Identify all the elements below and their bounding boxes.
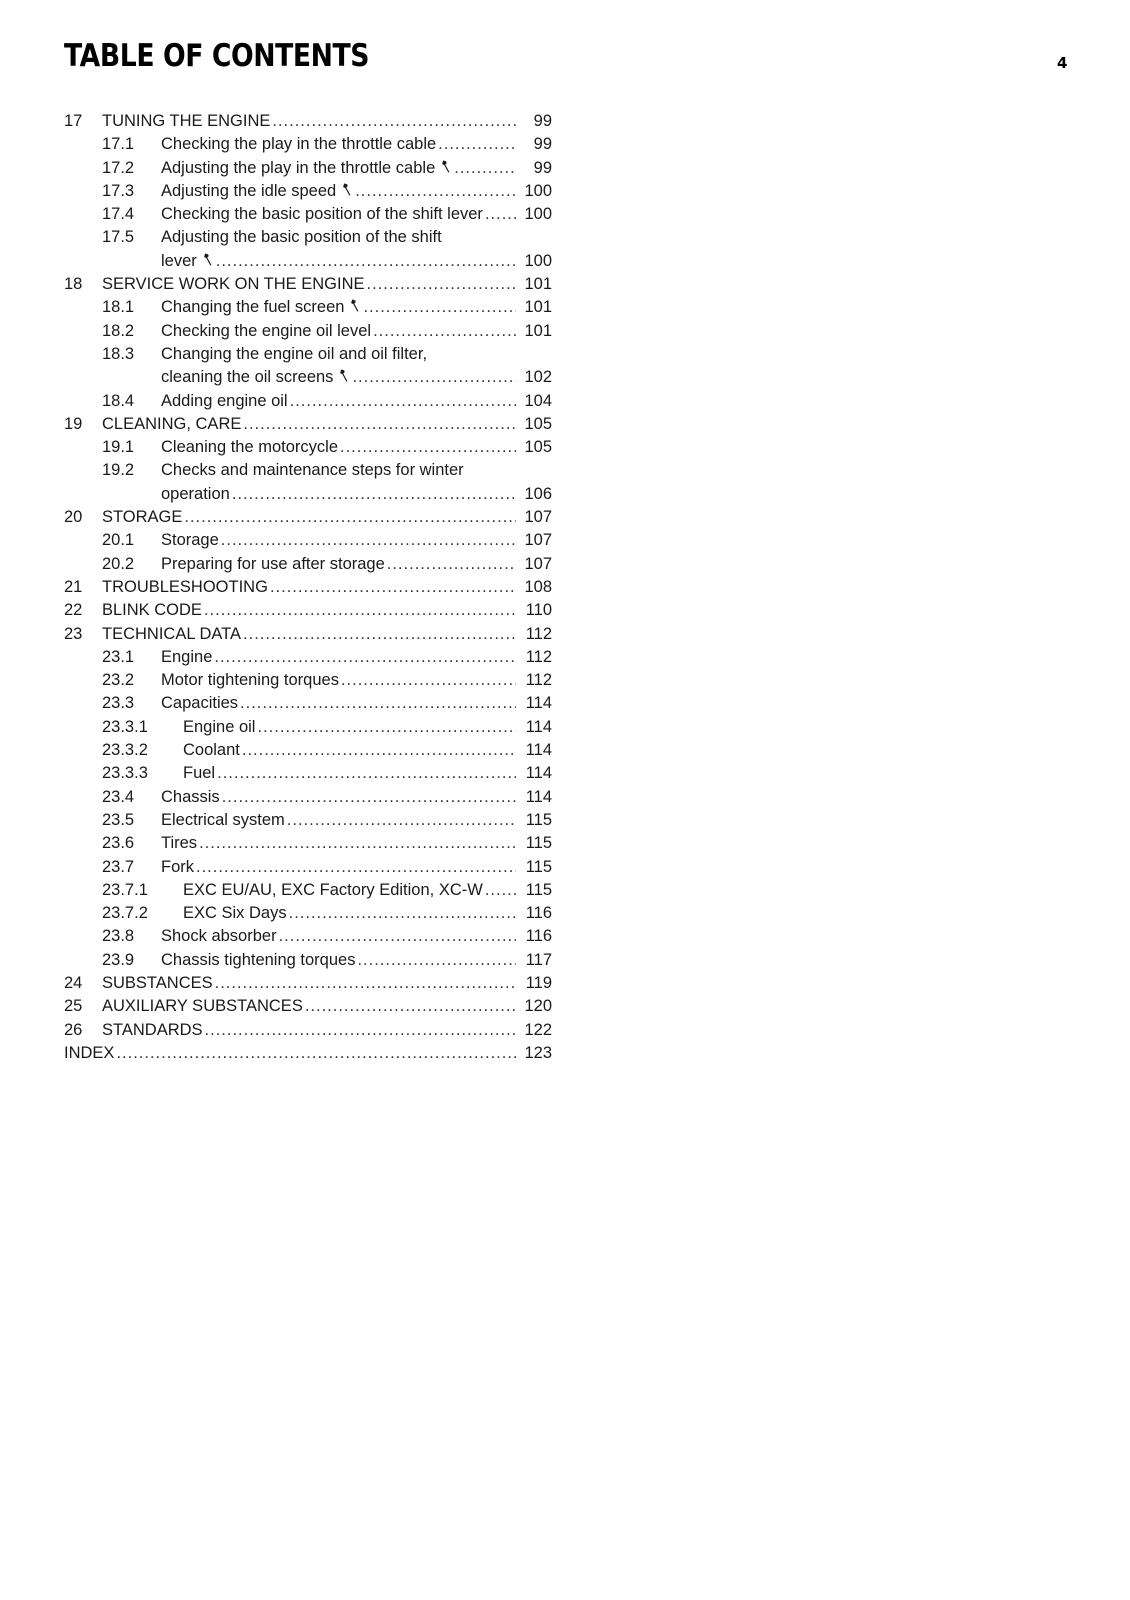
dot-leader [305, 995, 516, 1018]
toc-entry-number: 20 [64, 508, 83, 527]
toc-entry-label: operation [161, 484, 230, 503]
toc-entry-label: Adding engine oil [161, 391, 288, 410]
toc-entry-number: 23.9 [102, 950, 135, 969]
toc-entry[interactable] [64, 296, 552, 319]
toc-entry[interactable] [64, 1019, 552, 1042]
dot-leader [363, 296, 516, 319]
toc-entry-label: Cleaning the motorcycle [161, 438, 339, 457]
toc-entry-page: 110 [525, 601, 552, 620]
toc-entry[interactable] [64, 646, 552, 669]
page-title: TABLE OF CONTENTS [64, 38, 370, 74]
toc-entry-number: 23.3 [102, 694, 135, 713]
toc-entry[interactable] [64, 925, 552, 948]
toc-entry[interactable] [64, 157, 552, 180]
toc-entry-label: EXC EU/AU, EXC Factory Edition, XC-W [183, 880, 483, 899]
toc-entry[interactable] [64, 716, 552, 739]
toc-entry-label-line1: Changing the engine oil and oil filter, [161, 344, 428, 363]
toc-entry-number: 23.6 [102, 834, 135, 853]
toc-entry-number: 20.1 [102, 531, 135, 550]
toc-entry[interactable] [64, 180, 552, 203]
toc-entry-page: 120 [524, 997, 552, 1016]
toc-entry-label: Checking the engine oil level [161, 321, 372, 340]
toc-entry-page: 112 [525, 671, 552, 690]
dot-leader [387, 553, 516, 576]
toc-entry[interactable] [64, 553, 552, 576]
toc-entry-label: Coolant [183, 741, 240, 760]
toc-entry-number: 23.4 [102, 787, 135, 806]
toc-entry[interactable] [64, 995, 552, 1018]
dot-leader [199, 832, 516, 855]
toc-entry-label: Fuel [183, 764, 216, 783]
toc-entry-label: Checking the play in the throttle cable [161, 135, 437, 154]
toc-entry-page: 112 [525, 647, 552, 666]
toc-entry[interactable] [64, 576, 552, 599]
toc-entry[interactable] [64, 949, 552, 972]
toc-entry[interactable] [64, 599, 552, 622]
toc-entry-number: 18 [64, 275, 83, 294]
toc-entry-page: 112 [525, 624, 552, 643]
dot-leader [367, 273, 516, 296]
toc-entry-label: Checking the basic position of the shift lever [161, 205, 483, 224]
toc-entry-number: 17.3 [102, 181, 135, 200]
toc-entry-number: 23.3.3 [102, 764, 148, 783]
toc-entry[interactable] [64, 273, 552, 296]
toc-entry-number: 23.1 [102, 647, 135, 666]
toc-entry-number: 25 [64, 997, 83, 1016]
toc-entry-page: 116 [525, 927, 552, 946]
toc-entry-label: Chassis [161, 787, 220, 806]
toc-entry-label: Motor tightening torques [161, 671, 339, 690]
toc-entry-page: 115 [525, 857, 552, 876]
dot-leader [243, 623, 516, 646]
toc-entry-number: 23.8 [102, 927, 135, 946]
toc-entry-number: 23.7.1 [102, 880, 148, 899]
dot-leader [221, 529, 516, 552]
toc-entry-label: TUNING THE ENGINE [102, 112, 271, 130]
toc-entry-page: 123 [524, 1043, 552, 1062]
toc-entry-number: 23.5 [102, 810, 135, 829]
dot-leader [287, 809, 516, 832]
toc-entry-page: 107 [524, 531, 552, 550]
toc-entry-page: 114 [525, 741, 552, 760]
toc-entry-label: cleaning the oil screens [161, 368, 334, 387]
dot-leader [289, 902, 516, 925]
toc-entry-page: 105 [524, 438, 552, 457]
toc-entry-number: 18.2 [102, 321, 135, 340]
toc-entry-page: 122 [524, 1020, 552, 1039]
dot-leader [438, 133, 516, 156]
toc-entry-label-line1: Checks and maintenance steps for winter [161, 461, 464, 480]
dot-leader [272, 110, 516, 133]
dot-leader [205, 1019, 516, 1042]
toc-entry[interactable] [64, 320, 552, 343]
toc-entry[interactable] [64, 832, 552, 855]
toc-entry[interactable] [64, 413, 552, 436]
toc-entry[interactable] [64, 739, 552, 762]
dot-leader [232, 483, 516, 506]
toc-entry-label: Capacities [161, 694, 239, 713]
toc-entry-page: 105 [524, 414, 552, 433]
toc-entry-label: STANDARDS [102, 1020, 203, 1039]
dot-leader [204, 599, 516, 622]
toc-entry-label: STORAGE [102, 508, 183, 527]
toc-entry-page: 102 [524, 368, 552, 387]
toc-entry[interactable] [64, 529, 552, 552]
dot-leader [184, 506, 516, 529]
toc-entry-page: 100 [524, 181, 552, 200]
toc-entry[interactable] [64, 856, 552, 879]
toc-entry-page: 115 [525, 810, 552, 829]
toc-entry-label: Preparing for use after storage [161, 554, 385, 573]
toc-entry-page: 104 [524, 391, 552, 410]
dot-leader [290, 390, 516, 413]
dot-leader [242, 739, 516, 762]
toc-entry-number: 19 [64, 414, 83, 433]
toc-entry-label-line1: Adjusting the basic position of the shift [161, 228, 442, 247]
wrench-icon [197, 248, 217, 274]
toc-entry[interactable] [64, 809, 552, 832]
toc-entry-number: 23.3.2 [102, 741, 148, 760]
wrench-icon [337, 178, 357, 204]
toc-entry[interactable] [64, 343, 552, 390]
dot-leader [485, 879, 516, 902]
toc-entry-page: 107 [524, 554, 552, 573]
toc-entry-label: Engine [161, 647, 213, 666]
toc-entry-page: 114 [525, 717, 552, 736]
toc-entry-page: 101 [524, 321, 552, 340]
dot-leader [217, 762, 516, 785]
toc-entry[interactable] [64, 110, 552, 133]
toc-entry-label: Adjusting the idle speed [161, 181, 337, 200]
toc-entry[interactable] [64, 1042, 552, 1065]
dot-leader [355, 180, 516, 203]
toc-entry-label: TROUBLESHOOTING [102, 577, 268, 596]
toc-entry-number: 18.4 [102, 391, 135, 410]
toc-entry-label: TECHNICAL DATA [102, 624, 242, 643]
toc-entry-label: Changing the fuel screen [161, 298, 345, 317]
toc-entry[interactable] [64, 623, 552, 646]
toc-entry-page: 114 [525, 694, 552, 713]
dot-leader [243, 413, 516, 436]
toc-entry-page: 115 [525, 880, 552, 899]
dot-leader [454, 157, 516, 180]
dot-leader [485, 203, 516, 226]
toc-entry-number: 21 [64, 577, 83, 596]
toc-entry-label: Electrical system [161, 810, 285, 829]
toc-entry-label: Fork [161, 857, 194, 876]
toc-entry-number: 19.1 [102, 438, 135, 457]
dot-leader [240, 692, 516, 715]
toc-entry[interactable] [64, 459, 552, 506]
toc-entry[interactable] [64, 390, 552, 413]
dot-leader [352, 366, 516, 389]
toc-entry-number: 23.3.1 [102, 717, 148, 736]
table-of-contents [64, 110, 552, 1065]
toc-entry-label: INDEX [64, 1043, 115, 1062]
toc-entry-page: 99 [533, 112, 552, 130]
toc-entry[interactable] [64, 506, 552, 529]
dot-leader [196, 856, 516, 879]
toc-entry-page: 117 [525, 950, 552, 969]
dot-leader [270, 576, 516, 599]
toc-entry[interactable] [64, 692, 552, 715]
toc-entry-label: CLEANING, CARE [102, 414, 242, 433]
toc-entry[interactable] [64, 786, 552, 809]
toc-entry-number: 24 [64, 973, 83, 992]
toc-entry-page: 101 [524, 298, 552, 317]
toc-entry-label: Adjusting the play in the throttle cable [161, 158, 436, 177]
toc-entry[interactable] [64, 972, 552, 995]
dot-leader [279, 925, 516, 948]
toc-entry-number: 18.3 [102, 344, 135, 363]
toc-entry-page: 99 [533, 158, 552, 177]
toc-entry[interactable] [64, 436, 552, 459]
toc-entry-number: 23.2 [102, 671, 135, 690]
dot-leader [214, 646, 516, 669]
toc-entry-number: 17.2 [102, 158, 135, 177]
wrench-icon [436, 155, 456, 181]
toc-entry-number: 17 [64, 112, 83, 130]
toc-entry-page: 100 [524, 205, 552, 224]
toc-entry-page: 114 [525, 764, 552, 783]
page-number: 4 [1057, 54, 1068, 72]
toc-entry[interactable] [64, 226, 552, 273]
wrench-icon [345, 295, 365, 321]
toc-entry-number: 23.7 [102, 857, 135, 876]
toc-entry-page: 106 [524, 484, 552, 503]
toc-entry-number: 26 [64, 1020, 83, 1039]
dot-leader [341, 669, 516, 692]
toc-entry-page: 108 [524, 577, 552, 596]
dot-leader [222, 786, 516, 809]
toc-entry-label: Chassis tightening torques [161, 950, 356, 969]
toc-entry-page: 100 [524, 251, 552, 270]
toc-entry-label: SERVICE WORK ON THE ENGINE [102, 275, 365, 294]
toc-entry-label: lever [161, 251, 197, 270]
toc-entry-page: 115 [525, 834, 552, 853]
toc-entry-number: 22 [64, 601, 83, 620]
toc-entry-number: 17.4 [102, 205, 135, 224]
dot-leader [215, 972, 516, 995]
toc-entry-number: 19.2 [102, 461, 135, 480]
toc-entry-number: 17.5 [102, 228, 135, 247]
toc-entry[interactable] [64, 133, 552, 156]
wrench-icon [334, 365, 354, 391]
toc-entry[interactable] [64, 203, 552, 226]
toc-entry-label: Engine oil [183, 717, 256, 736]
toc-entry-label: Storage [161, 531, 219, 550]
toc-entry-label: BLINK CODE [102, 601, 202, 620]
toc-entry-page: 116 [525, 904, 552, 923]
dot-leader [257, 716, 516, 739]
toc-entry-label: SUBSTANCES [102, 973, 213, 992]
toc-entry-label: Tires [161, 834, 198, 853]
toc-entry-number: 23.7.2 [102, 904, 148, 923]
toc-entry[interactable] [64, 669, 552, 692]
toc-entry-page: 99 [533, 135, 552, 154]
dot-leader [216, 250, 516, 273]
toc-entry-number: 20.2 [102, 554, 135, 573]
toc-entry-page: 114 [525, 787, 552, 806]
toc-entry-label: EXC Six Days [183, 904, 287, 923]
toc-entry-page: 101 [524, 275, 552, 294]
toc-entry[interactable] [64, 762, 552, 785]
dot-leader [373, 320, 516, 343]
toc-entry[interactable] [64, 879, 552, 902]
dot-leader [357, 949, 516, 972]
dot-leader [116, 1042, 516, 1065]
toc-entry-label: AUXILIARY SUBSTANCES [102, 997, 303, 1016]
toc-entry-number: 18.1 [102, 298, 135, 317]
toc-entry-number: 17.1 [102, 135, 135, 154]
dot-leader [340, 436, 516, 459]
toc-entry-page: 119 [525, 973, 552, 992]
toc-entry-number: 23 [64, 624, 83, 643]
toc-entry[interactable] [64, 902, 552, 925]
toc-entry-page: 107 [524, 508, 552, 527]
toc-entry-label: Shock absorber [161, 927, 277, 946]
